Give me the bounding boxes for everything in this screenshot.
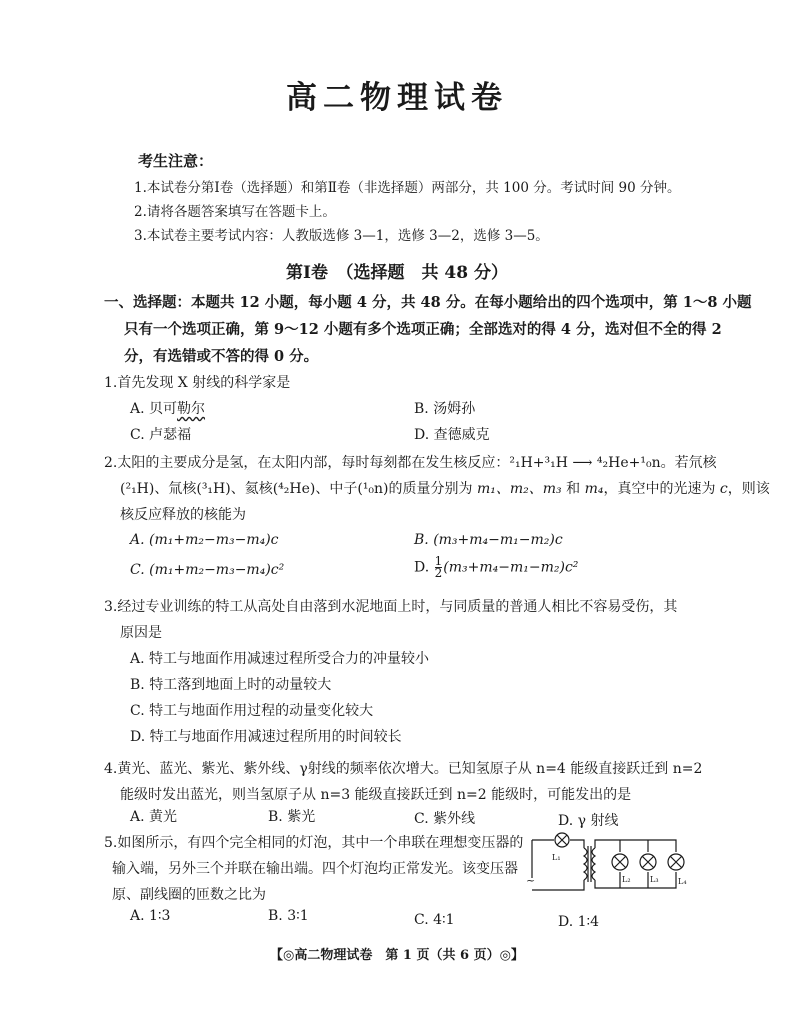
q1-option-b: B. 汤姆孙 (414, 401, 476, 417)
fraction-denominator: 2 (434, 566, 443, 580)
fraction-one-half (435, 556, 443, 579)
q2-option-a: A. (m₁+m₂−m₃−m₄)c (130, 532, 279, 548)
handwritten-underline-mark: 勒尔 (177, 401, 206, 417)
transformer-circuit-diagram (526, 828, 694, 896)
q5-option-b: B. 3∶1 (268, 908, 309, 924)
notice-item: 2.请将各题答案填写在答题卡上。 (134, 204, 336, 220)
section-heading: 第Ⅰ卷 （选择题 共 48 分） (286, 263, 508, 283)
q2-option-c: C. (m₁+m₂−m₃−m₄)c² (130, 562, 285, 578)
q2-text: ，则该 (727, 481, 770, 497)
q1-option-d: D. 查德威克 (414, 427, 490, 443)
q5-option-a: A. 1∶3 (130, 908, 171, 924)
q2-text: 和 (561, 481, 585, 497)
question-2-line (104, 452, 717, 472)
q2-text: ，真空中的光速为 (603, 481, 720, 497)
lamp-l3-filament (642, 856, 654, 868)
q1-option-a (130, 398, 205, 418)
q2-option-d (414, 556, 578, 579)
q2-text: (²₁H)、氚核(³₁H)、氦核(⁴₂He)、中子(¹₀n)的质量分别为 (120, 481, 477, 497)
notice-item: 1.本试卷分第Ⅰ卷（选择题）和第Ⅱ卷（非选择题）两部分，共 100 分。考试时间 90 分钟。 (134, 180, 681, 196)
fraction-numerator: 1 (434, 554, 443, 568)
lamp-l2-filament (614, 856, 626, 868)
part-instructions: 一、选择题：本题共 12 小题，每小题 4 分，共 48 分。在每小题给出的四个选项中，第 1～8 小题 (104, 294, 752, 311)
lamp-label-l4: L₄ (678, 877, 687, 886)
secondary-wires (595, 840, 676, 888)
q4-option-c: C. 紫外线 (414, 811, 476, 827)
q2-text: 2.太阳的主要成分是氢，在太阳内部，每时每刻都在发生核反应： (104, 455, 510, 471)
q5-option-c: C. 4∶1 (414, 912, 455, 928)
q3-option-a: A. 特工与地面作用减速过程所受合力的冲量较小 (130, 651, 430, 667)
lamp-label-l1: L₁ (552, 853, 561, 862)
question-5-line: 5.如图所示，有四个完全相同的灯泡，其中一个串联在理想变压器的 (104, 835, 524, 851)
transformer-core (588, 846, 591, 882)
q5-option-d: D. 1∶4 (558, 914, 600, 930)
primary-coil (584, 848, 587, 880)
q2-light-speed-symbol: c (719, 481, 728, 497)
part-instructions: 分，有选错或不答的得 0 分。 (124, 348, 319, 365)
question-2-line (120, 478, 770, 498)
nuclear-reaction-equation: ²₁H+³₁H ⟶ ⁴₂He+¹₀n (509, 455, 661, 471)
question-3-line: 3.经过专业训练的特工从高处自由落到水泥地面上时，与同质量的普通人相比不容易受伤，其 (104, 599, 678, 615)
q2-mass-symbol: m₄ (584, 481, 604, 497)
q3-option-d: D. 特工与地面作用减速过程所用的时间较长 (130, 729, 402, 745)
lamp-l1-filament (557, 835, 567, 845)
q2-mass-symbols: m₁、m₂、m₃ (476, 481, 562, 497)
page-title: 高二物理试卷 (286, 80, 508, 116)
question-3-line: 原因是 (120, 625, 162, 641)
question-5-line: 输入端，另外三个并联在输出端。四个灯泡均正常发光。该变压器 (112, 861, 518, 877)
q4-option-d: D. γ 射线 (558, 813, 619, 829)
q3-option-c: C. 特工与地面作用过程的动量变化较大 (130, 703, 374, 719)
q2-option-d-label: D. (414, 559, 430, 576)
part-instructions: 只有一个选项正确，第 9～12 小题有多个选项正确；全部选对的得 4 分，选对但不全的得 2 (124, 321, 722, 338)
lamp-label-l3: L₃ (650, 875, 659, 884)
lamp-label-l2: L₂ (622, 875, 631, 884)
q1-option-a-text: A. 贝可 (130, 401, 178, 417)
question-5-line: 原、副线圈的匝数之比为 (112, 887, 266, 903)
q4-option-b: B. 紫光 (268, 809, 316, 825)
q1-option-c: C. 卢瑟福 (130, 427, 192, 443)
lamp-l4-filament (670, 856, 682, 868)
secondary-coil (592, 848, 595, 880)
page-footer: 【◎高二物理试卷 第 1 页（共 6 页）◎】 (270, 948, 524, 963)
primary-side-wire (532, 840, 584, 890)
q4-option-a: A. 黄光 (130, 809, 178, 825)
q2-option-d-expression: (m₃+m₄−m₁−m₂)c² (443, 559, 579, 576)
q3-option-b: B. 特工落到地面上时的动量较大 (130, 677, 332, 693)
q2-option-b: B. (m₃+m₄−m₁−m₂)c (414, 532, 563, 548)
question-4-line: 4.黄光、蓝光、紫光、紫外线、γ射线的频率依次增大。已知氢原子从 n=4 能级直接跃迁到 n=2 (104, 761, 703, 777)
question-1-stem: 1.首先发现 X 射线的科学家是 (104, 375, 291, 391)
question-2-line: 核反应释放的核能为 (120, 507, 246, 523)
notice-heading: 考生注意： (138, 152, 214, 170)
ac-source-symbol: ~ (526, 874, 536, 887)
q2-text: 。若氘核 (660, 455, 717, 471)
notice-item: 3.本试卷主要考试内容：人教版选修 3—1，选修 3—2，选修 3—5。 (134, 228, 549, 244)
question-4-line: 能级时发出蓝光，则当氢原子从 n=3 能级直接跃迁到 n=2 能级时，可能发出的是 (120, 787, 632, 803)
